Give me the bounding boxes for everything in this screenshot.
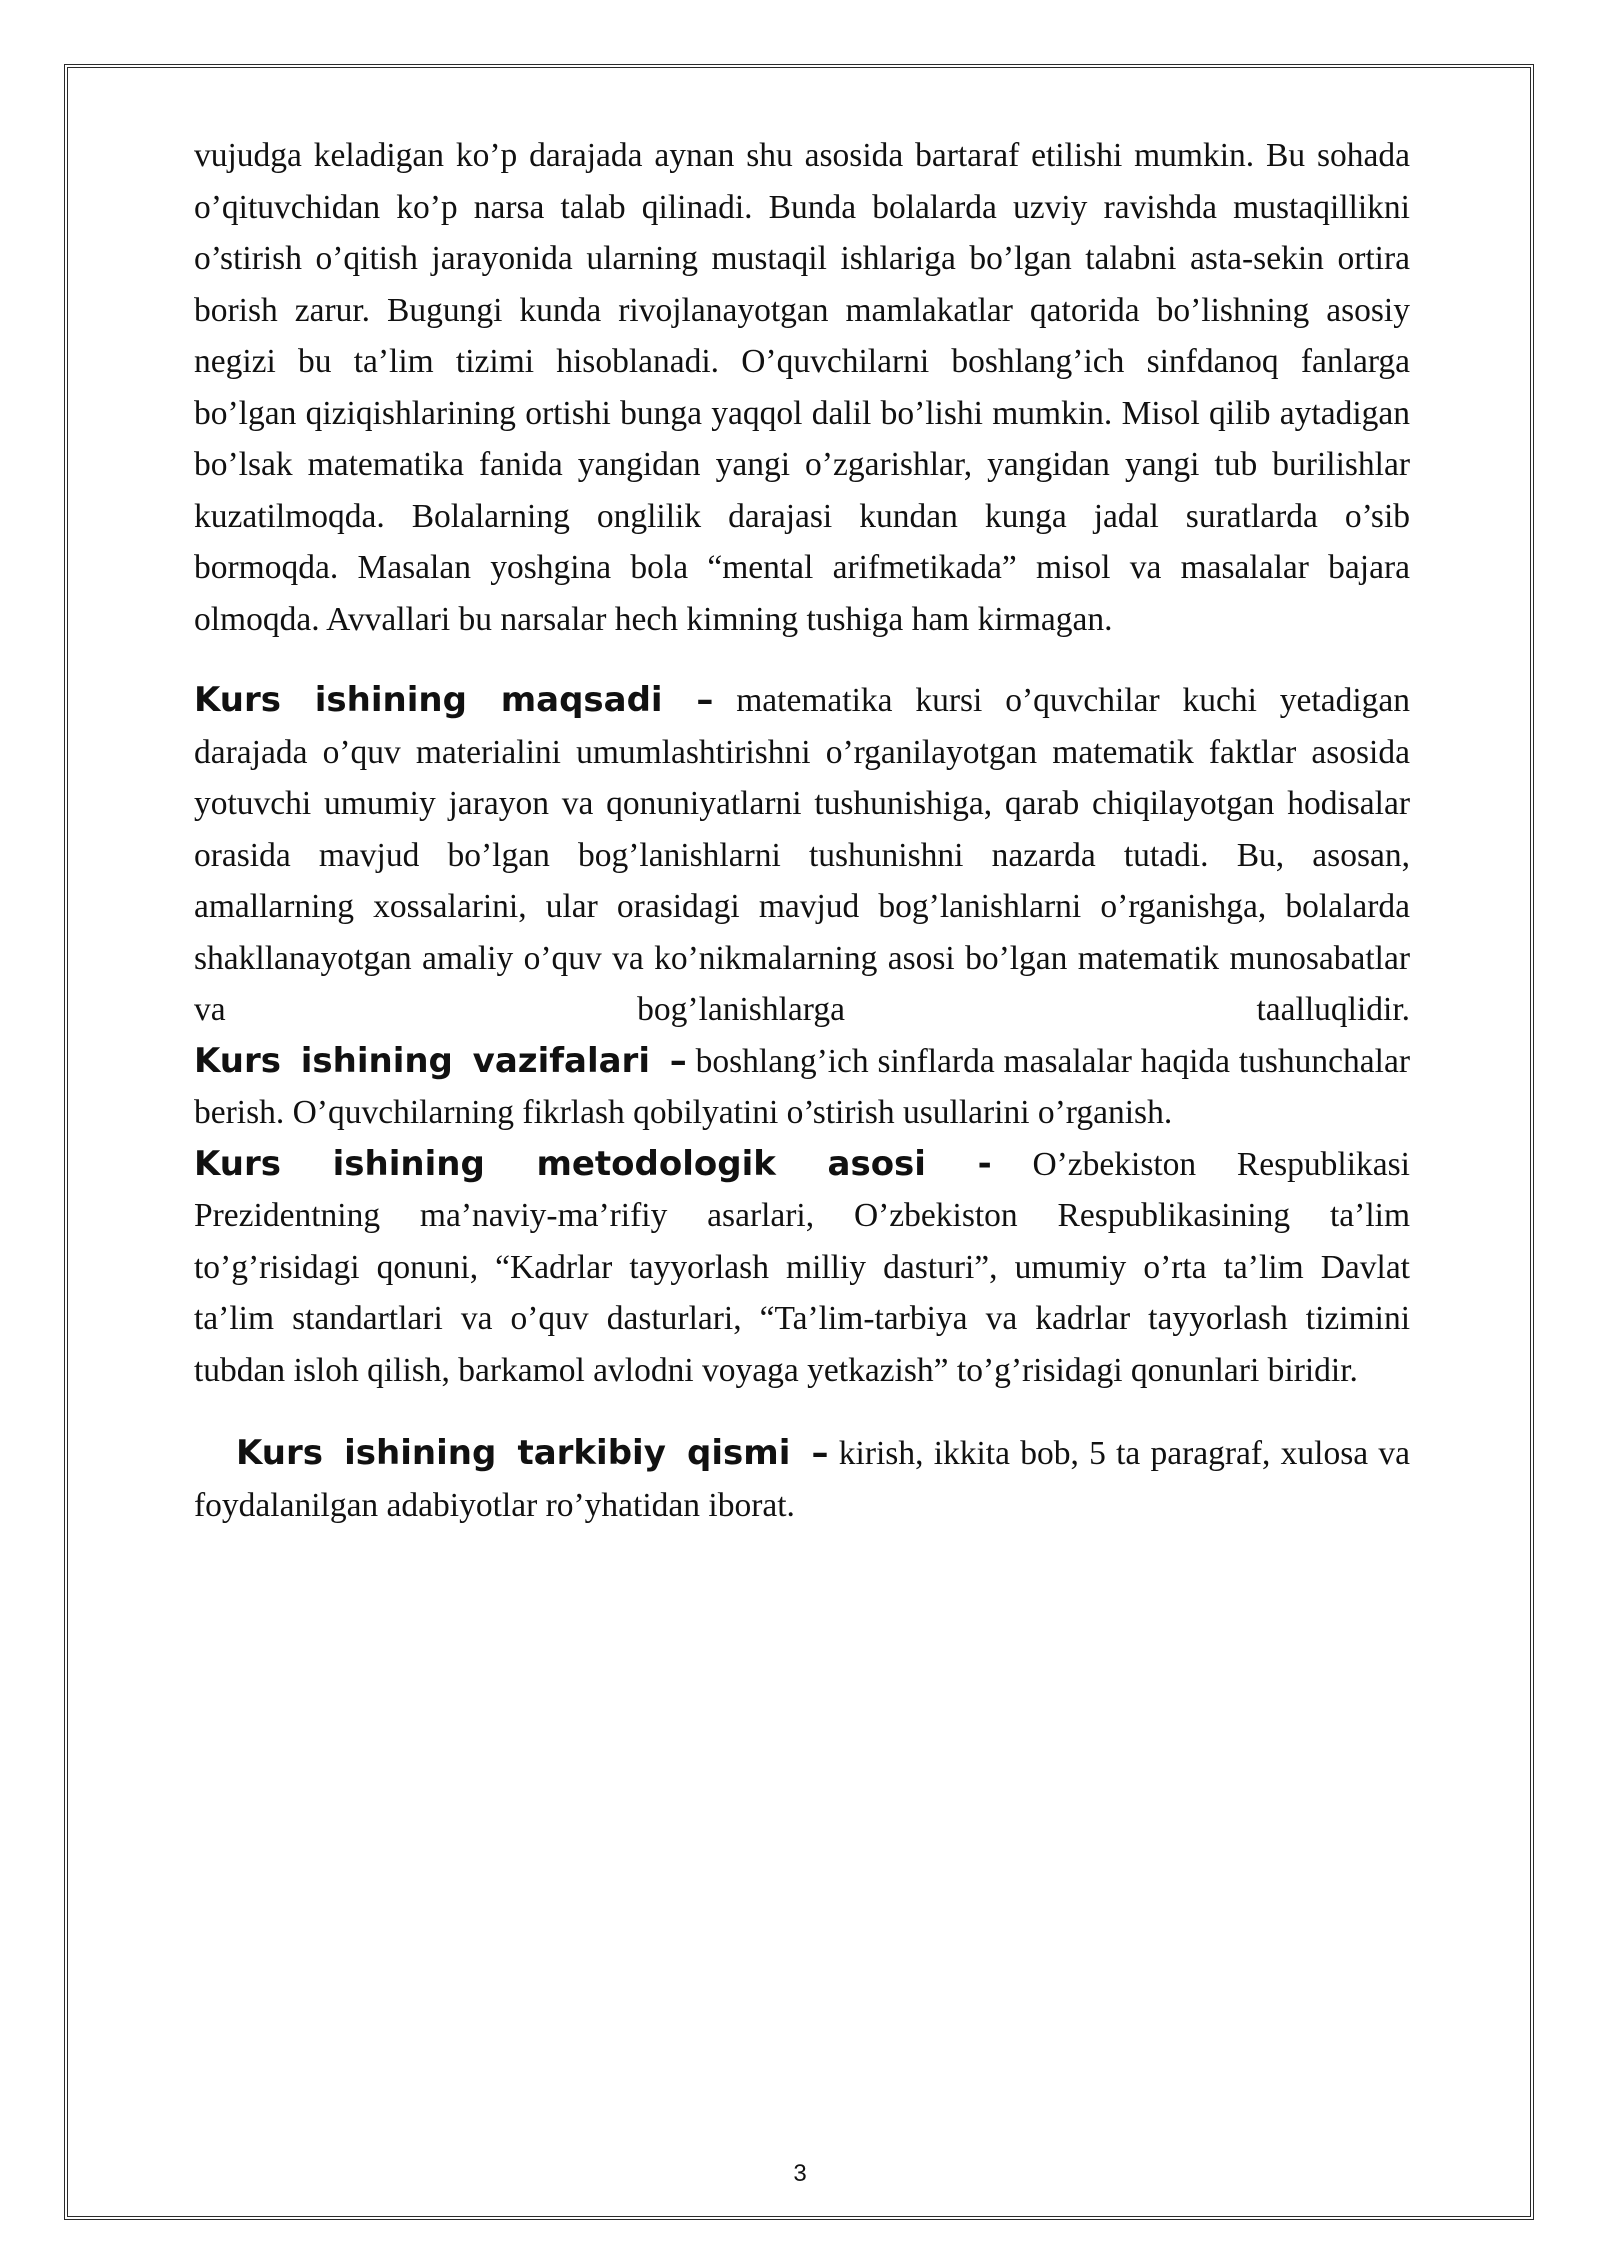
- tasks-heading: Kurs ishining vazifalari –: [194, 1040, 687, 1081]
- tasks-text: boshlang’ich sinflarda masalalar haqida tushunchalar berish. O’quvchilarning fikrlash qobilyatini o’stirish usullarini o’rganish.: [194, 1042, 1411, 1131]
- structure-text: kirish, ikkita bob, 5 ta paragraf, xulosa va foydalanilgan adabiyotlar ro’yhatidan iborat.: [194, 1435, 1410, 1524]
- tasks-paragraph: [194, 1036, 1410, 1139]
- intro-paragraph: vujudga keladigan ko’p darajada aynan shu asosida bartaraf etilishi mumkin. Bu sohada o’qituvchidan ko’p narsa talab qilinadi. Bunda bolalarda uzviy ravishda mustaqillikni o’stirish o’qitish jarayonida ularning mustaqil ishlariga bo’lgan talabni asta-sekin ortira borish zarur. Bugungi kunda rivojlanayotgan mamlakatlar qatorida bo’lishning asosiy negizi bu ta’lim tizimi hisoblanadi. O’quvchilarni boshlang’ich sinfdanoq fanlarga bo’lgan qiziqishlarining ortishi bunga yaqqol dalil bo’lishi mumkin. Misol qilib aytadigan bo’lsak matematika fanida yangidan yangi o’zgarishlar, yangidan yangi tub burilishlar kuzatilmoqda. Bolalarning onglilik darajasi kundan kunga jadal suratlarda o’sib bormoqda. Masalan yoshgina bola “mental arifmetikada” misol va masalalar bajara olmoqda. Avvallari bu narsalar hech kimning tushiga ham kirmagan.: [194, 137, 1410, 638]
- goal-heading: Kurs ishining maqsadi –: [194, 680, 714, 720]
- methodology-paragraph: [194, 1139, 1410, 1397]
- methodology-heading: Kurs ishining metodologik asosi -: [194, 1143, 992, 1184]
- methodology-text: O’zbekiston Respublikasi Prezidentning ma’naviy-ma’rifiy asarlari, O’zbekiston Respublikasining ta’lim to’g’risidagi qonuni, “Kadrlar tayyorlash milliy dasturi”, umumiy o’rta ta’lim Davlat ta’lim standartlari va o’quv dasturlari, “Ta’lim-tarbiya va kadrlar tayyorlash tizimini tubdan isloh qilish, barkamol avlodni voyaga yetkazish” to’g’risidagi qonunlari biridir.: [194, 1145, 1410, 1389]
- goal-text: matematika kursi o’quvchilar kuchi yetadigan darajada o’quv materialini umumlashtirishni o’rganilayotgan matematik faktlar asosida yotuvchi umumiy jarayon va qonuniyatlarni tushunishiga, qarab chiqilayotgan hodisalar orasida mavjud bo’lgan bog’lanishlarni tushunishni nazarda tutadi. Bu, asosan, amallarning xossalarini, ular orasidagi mavjud bog’lanishlarni o’rganishga, bolalarda shakllanayotgan amaliy o’quv va ko’nikmalarning asosi bo’lgan matematik munosabatlar va bog’lanishlarga taalluqlidir.: [194, 682, 1410, 1028]
- structure-paragraph: [194, 1428, 1410, 1531]
- structure-heading: Kurs ishining tarkibiy qismi –: [236, 1433, 829, 1473]
- document-body: [194, 130, 1410, 1531]
- page-number: 3: [793, 2160, 807, 2187]
- goal-paragraph: [194, 675, 1410, 1036]
